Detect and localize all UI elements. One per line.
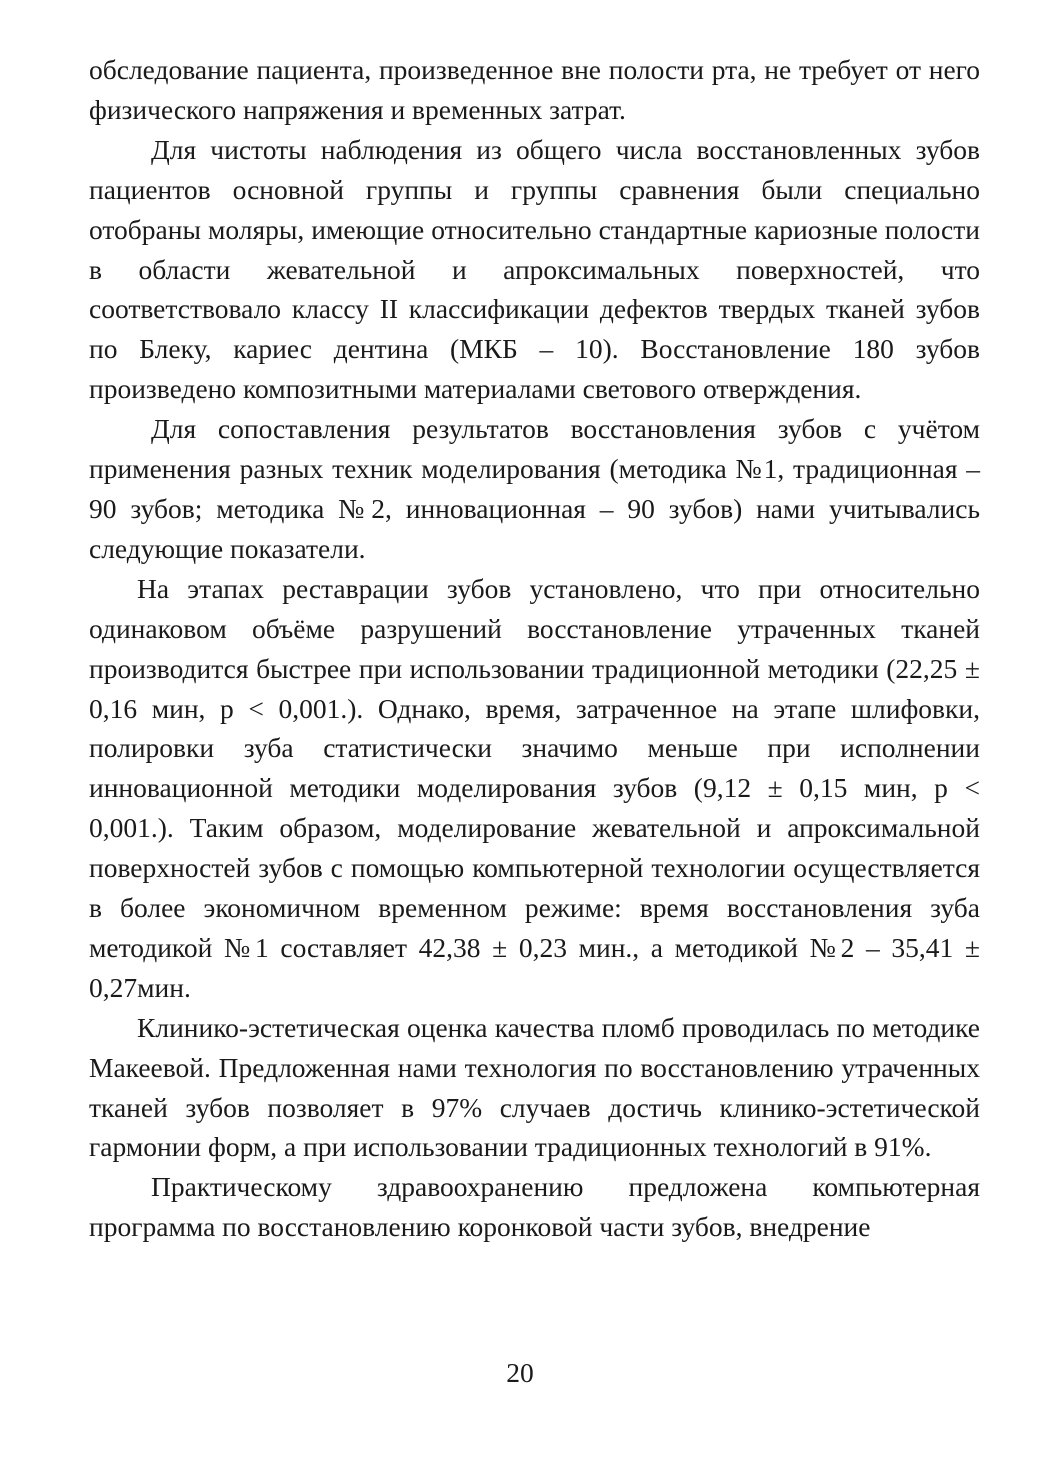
page-number: 20 — [506, 1357, 534, 1388]
paragraph-aesthetic-evaluation: Клинико-эстетическая оценка качества пломб проводилась по методике Макеевой. Предложенная нами технология по восстановлению утраченных тканей зубов позволяет в 97% случаев достичь клинико-эстетической гармонии форм, а при использовании традиционных технологий в 91%. — [89, 1011, 980, 1163]
paragraph-observation: Для чистоты наблюдения из общего числа восстановленных зубов пациентов основной группы и группы сравнения были специально отобраны моляры, имеющие относительно стандартные кариозные полости в области жевательной и апроксимальных поверхностей, что соответствовало классу II классификации дефектов твердых тканей зубов по Блеку, кариес дентина (МКБ – 10). Восстановление 180 зубов произведено композитными материалами светового отверждения. — [89, 133, 980, 405]
paragraph-practical-health: Практическому здравоохранению предложена компьютерная программа по восстановлению коронковой части зубов, внедрение — [89, 1171, 980, 1243]
paragraph-continuation: обследование пациента, произведенное вне полости рта, не требует от него физического напряжения и временных затрат. — [89, 54, 980, 125]
paragraph-comparison: Для сопоставления результатов восстановления зубов с учётом применения разных техник моделирования (методика №1, традиционная – 90 зубов; методика №2, инновационная – 90 зубов) нами учитывались следующие показатели. — [89, 413, 980, 564]
document-body — [89, 50, 980, 1247]
paragraph-restoration-stages: На этапах реставрации зубов установлено, что при относительно одинаковом объёме разрушений восстановление утраченных тканей производится быстрее при использовании традиционной методики (22,25 ± 0,16 мин, р < 0,001.). Однако, время, затраченное на этапе шлифовки, полировки зуба статистически значимо меньше при исполнении инновационной методики моделирования зубов (9,12 ± 0,15 мин, р < 0,001.). Таким образом, моделирование жевательной и апроксимальной поверхностей зубов с помощью компьютерной технологии осуществляется в более экономичном временном режиме: время восстановления зуба методикой №1 составляет 42,38 ± 0,23 мин., а методикой №2 – 35,41 ± 0,27мин. — [89, 572, 980, 1003]
